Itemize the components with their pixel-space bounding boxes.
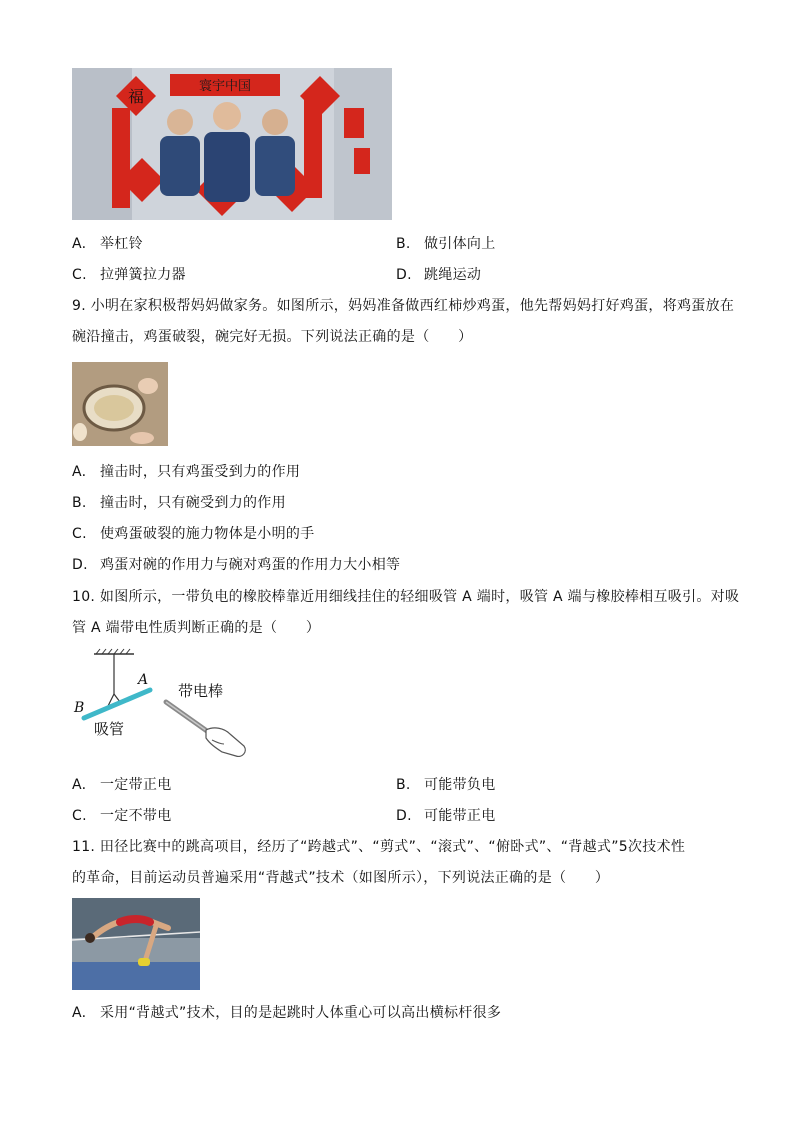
q11-option-a	[72, 1003, 501, 1023]
q9-stem-line1: 9. 小明在家积极帮妈妈做家务。如图所示，妈妈准备做西红柿炒鸡蛋，他先帮妈妈打好鸡蛋，将鸡蛋放在	[72, 298, 735, 314]
option-text: 可能带正电	[424, 808, 496, 824]
option-text: 跳绳运动	[424, 267, 482, 283]
fu-character: 福	[127, 87, 145, 106]
banner-text: 寰宇中国	[198, 79, 252, 94]
straw	[84, 690, 150, 718]
q11-stem-line2: 的革命，目前运动员普遍采用“背越式”技术（如图所示），下列说法正确的是（ ）	[72, 870, 610, 886]
straw-rod-diagram	[72, 648, 252, 762]
q10-option-d	[396, 806, 496, 826]
option-text: 拉弹簧拉力器	[100, 267, 186, 283]
q9-option-d	[72, 555, 400, 575]
egg-bowl-drawing	[72, 362, 168, 446]
q8-option-c	[72, 265, 186, 285]
option-text: 举杠铃	[100, 236, 143, 252]
egg-bowl-photo	[72, 362, 168, 446]
q8-option-b	[396, 234, 496, 254]
option-label: C.	[72, 267, 87, 283]
q10-stem-line1: 10. 如图所示，一带负电的橡胶棒靠近用细线挂住的轻细吸管 A 端时，吸管 A 端与橡胶棒相互吸引。对吸	[72, 589, 740, 605]
q10-option-a	[72, 775, 172, 795]
option-text: 做引体向上	[424, 236, 496, 252]
option-text: 使鸡蛋破裂的施力物体是小明的手	[100, 526, 315, 542]
option-label: C.	[72, 526, 87, 542]
label-rod: 带电棒	[178, 682, 224, 700]
hand	[206, 728, 245, 756]
q11-stem-line1: 11. 田径比赛中的跳高项目，经历了“跨越式”、“剪式”、“滚式”、“俯卧式”、“背越式”5次技术性	[72, 839, 686, 855]
q10-option-b	[396, 775, 496, 795]
q9-stem-line2: 碗沿撞击，鸡蛋破裂，碗完好无损。下列说法正确的是（ ）	[72, 329, 473, 345]
option-label: A.	[72, 236, 87, 252]
option-text: 鸡蛋对碗的作用力与碗对鸡蛋的作用力大小相等	[100, 557, 401, 573]
option-label: A.	[72, 464, 87, 480]
option-text: 采用“背越式”技术，目的是起跳时人体重心可以高出横标杆很多	[100, 1005, 502, 1021]
option-label: B.	[72, 495, 87, 511]
option-label: B.	[396, 777, 411, 793]
label-a: A	[138, 672, 149, 688]
option-label: A.	[72, 1005, 87, 1021]
q10-option-c	[72, 806, 172, 826]
option-label: D.	[396, 808, 412, 824]
option-text: 一定带正电	[100, 777, 172, 793]
option-label: A.	[72, 777, 87, 793]
label-b: B	[74, 700, 85, 716]
astronauts-photo	[72, 68, 392, 220]
q9-option-a	[72, 462, 300, 482]
option-label: B.	[396, 236, 411, 252]
label-straw: 吸管	[94, 720, 125, 738]
q8-option-a	[72, 234, 143, 254]
option-label: C.	[72, 808, 87, 824]
option-text: 撞击时，只有鸡蛋受到力的作用	[100, 464, 301, 480]
high-jump-drawing	[72, 898, 200, 990]
q10-stem-line2: 管 A 端带电性质判断正确的是（ ）	[72, 620, 321, 636]
option-label: D.	[72, 557, 88, 573]
q9-option-b	[72, 493, 286, 513]
high-jump-photo	[72, 898, 200, 990]
straw-rod-drawing	[72, 648, 252, 762]
option-text: 可能带负电	[424, 777, 496, 793]
astronauts	[160, 102, 295, 202]
option-text: 撞击时，只有碗受到力的作用	[100, 495, 286, 511]
astronauts-photo-drawing	[72, 68, 392, 220]
q8-option-d	[396, 265, 481, 285]
q9-option-c	[72, 524, 315, 544]
option-text: 一定不带电	[100, 808, 172, 824]
option-label: D.	[396, 267, 412, 283]
